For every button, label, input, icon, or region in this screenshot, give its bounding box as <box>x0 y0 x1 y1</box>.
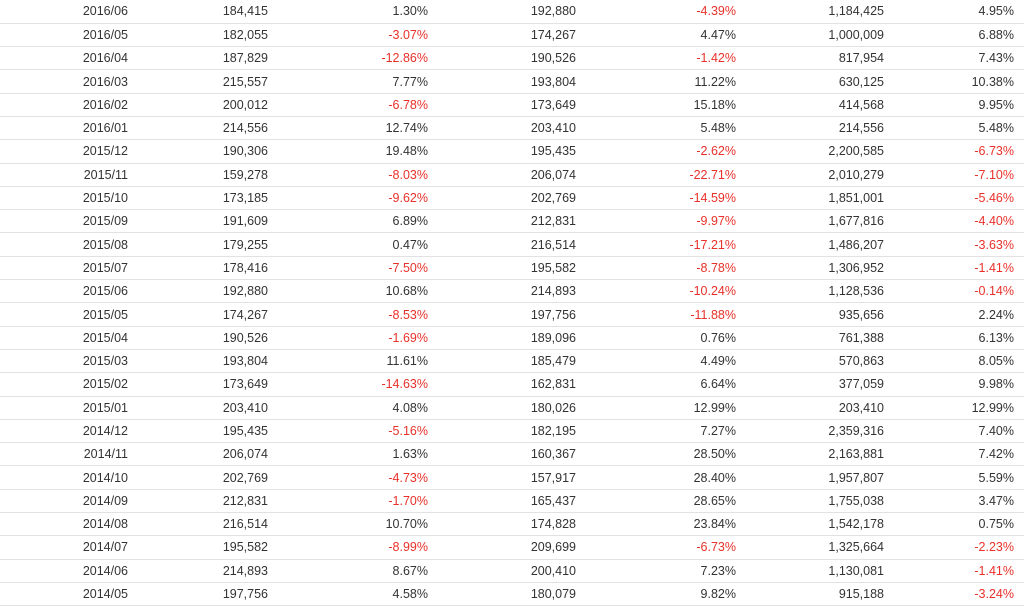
cell-mom-change: -1.70% <box>278 489 438 512</box>
cell-mom-change: -8.99% <box>278 536 438 559</box>
cell-revenue: 173,185 <box>138 186 278 209</box>
cell-last-year-revenue: 203,410 <box>438 116 586 139</box>
cell-period: 2014/10 <box>0 466 138 489</box>
cell-last-year-revenue: 202,769 <box>438 186 586 209</box>
cell-cumulative-yoy-change: -5.46% <box>894 186 1024 209</box>
table-row <box>0 256 1024 279</box>
cell-cumulative-revenue: 1,755,038 <box>746 489 894 512</box>
cell-yoy-change: -6.73% <box>586 536 746 559</box>
cell-cumulative-revenue: 1,486,207 <box>746 233 894 256</box>
cell-last-year-revenue: 157,917 <box>438 466 586 489</box>
cell-mom-change: -12.86% <box>278 47 438 70</box>
cell-revenue: 216,514 <box>138 513 278 536</box>
cell-mom-change: 1.30% <box>278 0 438 23</box>
cell-last-year-revenue: 182,195 <box>438 419 586 442</box>
cell-revenue: 200,012 <box>138 93 278 116</box>
cell-period: 2014/11 <box>0 443 138 466</box>
cell-period: 2015/01 <box>0 396 138 419</box>
cell-yoy-change: -1.42% <box>586 47 746 70</box>
cell-last-year-revenue: 209,699 <box>438 536 586 559</box>
cell-cumulative-yoy-change: 3.47% <box>894 489 1024 512</box>
cell-yoy-change: -14.59% <box>586 186 746 209</box>
table-row <box>0 419 1024 442</box>
cell-mom-change: -14.63% <box>278 373 438 396</box>
cell-last-year-revenue: 197,756 <box>438 303 586 326</box>
cell-period: 2016/06 <box>0 0 138 23</box>
cell-cumulative-yoy-change: 7.43% <box>894 47 1024 70</box>
cell-yoy-change: 11.22% <box>586 70 746 93</box>
table-row <box>0 373 1024 396</box>
cell-mom-change: 11.61% <box>278 349 438 372</box>
cell-cumulative-revenue: 1,000,009 <box>746 23 894 46</box>
cell-mom-change: -8.53% <box>278 303 438 326</box>
table-row <box>0 23 1024 46</box>
cell-period: 2015/06 <box>0 280 138 303</box>
cell-revenue: 192,880 <box>138 280 278 303</box>
cell-revenue: 193,804 <box>138 349 278 372</box>
cell-cumulative-revenue: 1,325,664 <box>746 536 894 559</box>
cell-yoy-change: 9.82% <box>586 582 746 605</box>
cell-period: 2015/08 <box>0 233 138 256</box>
cell-revenue: 214,893 <box>138 559 278 582</box>
table-row <box>0 396 1024 419</box>
cell-revenue: 206,074 <box>138 443 278 466</box>
cell-yoy-change: 0.76% <box>586 326 746 349</box>
cell-cumulative-revenue: 203,410 <box>746 396 894 419</box>
cell-mom-change: 1.63% <box>278 443 438 466</box>
cell-yoy-change: 28.40% <box>586 466 746 489</box>
cell-period: 2015/07 <box>0 256 138 279</box>
cell-last-year-revenue: 165,437 <box>438 489 586 512</box>
cell-mom-change: 7.77% <box>278 70 438 93</box>
cell-yoy-change: -22.71% <box>586 163 746 186</box>
cell-last-year-revenue: 162,831 <box>438 373 586 396</box>
cell-revenue: 197,756 <box>138 582 278 605</box>
cell-period: 2015/02 <box>0 373 138 396</box>
cell-yoy-change: 12.99% <box>586 396 746 419</box>
cell-period: 2016/04 <box>0 47 138 70</box>
cell-yoy-change: -2.62% <box>586 140 746 163</box>
cell-period: 2015/04 <box>0 326 138 349</box>
cell-cumulative-yoy-change: -0.14% <box>894 280 1024 303</box>
cell-cumulative-yoy-change: 9.95% <box>894 93 1024 116</box>
cell-cumulative-yoy-change: -7.10% <box>894 163 1024 186</box>
cell-cumulative-revenue: 414,568 <box>746 93 894 116</box>
table-row <box>0 349 1024 372</box>
cell-mom-change: 4.58% <box>278 582 438 605</box>
cell-cumulative-revenue: 935,656 <box>746 303 894 326</box>
cell-revenue: 212,831 <box>138 489 278 512</box>
cell-cumulative-revenue: 1,677,816 <box>746 210 894 233</box>
table-row <box>0 326 1024 349</box>
cell-revenue: 159,278 <box>138 163 278 186</box>
cell-last-year-revenue: 214,893 <box>438 280 586 303</box>
cell-period: 2015/09 <box>0 210 138 233</box>
cell-cumulative-yoy-change: -2.23% <box>894 536 1024 559</box>
cell-period: 2016/02 <box>0 93 138 116</box>
cell-cumulative-yoy-change: -6.73% <box>894 140 1024 163</box>
cell-last-year-revenue: 174,267 <box>438 23 586 46</box>
cell-cumulative-revenue: 1,957,807 <box>746 466 894 489</box>
cell-period: 2016/01 <box>0 116 138 139</box>
cell-cumulative-revenue: 1,128,536 <box>746 280 894 303</box>
table-row <box>0 0 1024 23</box>
cell-mom-change: 0.47% <box>278 233 438 256</box>
cell-cumulative-yoy-change: 10.38% <box>894 70 1024 93</box>
cell-cumulative-yoy-change: -1.41% <box>894 256 1024 279</box>
table-row <box>0 140 1024 163</box>
cell-revenue: 179,255 <box>138 233 278 256</box>
cell-mom-change: 19.48% <box>278 140 438 163</box>
table-row <box>0 489 1024 512</box>
table-row <box>0 582 1024 605</box>
cell-cumulative-revenue: 214,556 <box>746 116 894 139</box>
cell-revenue: 190,526 <box>138 326 278 349</box>
table-row <box>0 280 1024 303</box>
cell-mom-change: 8.67% <box>278 559 438 582</box>
cell-last-year-revenue: 195,435 <box>438 140 586 163</box>
cell-cumulative-revenue: 570,863 <box>746 349 894 372</box>
cell-last-year-revenue: 180,079 <box>438 582 586 605</box>
cell-last-year-revenue: 206,074 <box>438 163 586 186</box>
cell-revenue: 195,582 <box>138 536 278 559</box>
cell-cumulative-yoy-change: 0.75% <box>894 513 1024 536</box>
cell-cumulative-yoy-change: -3.63% <box>894 233 1024 256</box>
cell-cumulative-yoy-change: 4.95% <box>894 0 1024 23</box>
table-row <box>0 466 1024 489</box>
cell-yoy-change: -8.78% <box>586 256 746 279</box>
cell-cumulative-yoy-change: 5.48% <box>894 116 1024 139</box>
cell-cumulative-revenue: 1,542,178 <box>746 513 894 536</box>
cell-mom-change: -1.69% <box>278 326 438 349</box>
cell-period: 2014/05 <box>0 582 138 605</box>
cell-last-year-revenue: 173,649 <box>438 93 586 116</box>
cell-revenue: 173,649 <box>138 373 278 396</box>
table-row <box>0 303 1024 326</box>
cell-mom-change: 6.89% <box>278 210 438 233</box>
table-row <box>0 47 1024 70</box>
cell-period: 2015/05 <box>0 303 138 326</box>
cell-cumulative-revenue: 2,200,585 <box>746 140 894 163</box>
table-row <box>0 70 1024 93</box>
cell-yoy-change: 23.84% <box>586 513 746 536</box>
cell-mom-change: -6.78% <box>278 93 438 116</box>
table-row <box>0 536 1024 559</box>
cell-cumulative-revenue: 630,125 <box>746 70 894 93</box>
cell-period: 2015/03 <box>0 349 138 372</box>
cell-yoy-change: 4.49% <box>586 349 746 372</box>
cell-cumulative-yoy-change: 6.88% <box>894 23 1024 46</box>
cell-last-year-revenue: 192,880 <box>438 0 586 23</box>
cell-cumulative-revenue: 1,851,001 <box>746 186 894 209</box>
cell-cumulative-yoy-change: 12.99% <box>894 396 1024 419</box>
cell-cumulative-revenue: 2,163,881 <box>746 443 894 466</box>
cell-mom-change: 10.68% <box>278 280 438 303</box>
cell-revenue: 203,410 <box>138 396 278 419</box>
cell-cumulative-yoy-change: -4.40% <box>894 210 1024 233</box>
table-row <box>0 116 1024 139</box>
cell-mom-change: -5.16% <box>278 419 438 442</box>
cell-last-year-revenue: 174,828 <box>438 513 586 536</box>
cell-cumulative-revenue: 817,954 <box>746 47 894 70</box>
cell-cumulative-revenue: 1,130,081 <box>746 559 894 582</box>
table-row <box>0 186 1024 209</box>
cell-mom-change: -9.62% <box>278 186 438 209</box>
cell-yoy-change: -11.88% <box>586 303 746 326</box>
cell-yoy-change: 4.47% <box>586 23 746 46</box>
cell-cumulative-revenue: 1,306,952 <box>746 256 894 279</box>
cell-period: 2016/03 <box>0 70 138 93</box>
cell-cumulative-revenue: 2,010,279 <box>746 163 894 186</box>
cell-revenue: 187,829 <box>138 47 278 70</box>
cell-cumulative-yoy-change: 7.40% <box>894 419 1024 442</box>
cell-revenue: 182,055 <box>138 23 278 46</box>
cell-yoy-change: 6.64% <box>586 373 746 396</box>
cell-last-year-revenue: 189,096 <box>438 326 586 349</box>
cell-mom-change: -8.03% <box>278 163 438 186</box>
cell-revenue: 202,769 <box>138 466 278 489</box>
cell-yoy-change: 5.48% <box>586 116 746 139</box>
table-row <box>0 513 1024 536</box>
cell-period: 2014/09 <box>0 489 138 512</box>
cell-period: 2014/07 <box>0 536 138 559</box>
cell-period: 2015/11 <box>0 163 138 186</box>
cell-cumulative-revenue: 915,188 <box>746 582 894 605</box>
cell-cumulative-revenue: 2,359,316 <box>746 419 894 442</box>
cell-cumulative-yoy-change: 2.24% <box>894 303 1024 326</box>
table-row <box>0 559 1024 582</box>
cell-revenue: 184,415 <box>138 0 278 23</box>
cell-last-year-revenue: 185,479 <box>438 349 586 372</box>
cell-mom-change: 10.70% <box>278 513 438 536</box>
cell-mom-change: 4.08% <box>278 396 438 419</box>
cell-last-year-revenue: 216,514 <box>438 233 586 256</box>
cell-period: 2015/12 <box>0 140 138 163</box>
cell-period: 2014/08 <box>0 513 138 536</box>
cell-last-year-revenue: 200,410 <box>438 559 586 582</box>
cell-yoy-change: -17.21% <box>586 233 746 256</box>
cell-period: 2014/06 <box>0 559 138 582</box>
cell-period: 2015/10 <box>0 186 138 209</box>
cell-period: 2016/05 <box>0 23 138 46</box>
cell-last-year-revenue: 193,804 <box>438 70 586 93</box>
cell-revenue: 191,609 <box>138 210 278 233</box>
table-row <box>0 233 1024 256</box>
cell-cumulative-yoy-change: -3.24% <box>894 582 1024 605</box>
cell-cumulative-revenue: 377,059 <box>746 373 894 396</box>
table-row <box>0 93 1024 116</box>
cell-yoy-change: -4.39% <box>586 0 746 23</box>
cell-cumulative-revenue: 1,184,425 <box>746 0 894 23</box>
cell-yoy-change: 7.23% <box>586 559 746 582</box>
cell-cumulative-yoy-change: -1.41% <box>894 559 1024 582</box>
cell-revenue: 214,556 <box>138 116 278 139</box>
table-row <box>0 163 1024 186</box>
cell-last-year-revenue: 212,831 <box>438 210 586 233</box>
cell-revenue: 190,306 <box>138 140 278 163</box>
cell-cumulative-yoy-change: 8.05% <box>894 349 1024 372</box>
cell-revenue: 215,557 <box>138 70 278 93</box>
cell-last-year-revenue: 180,026 <box>438 396 586 419</box>
cell-last-year-revenue: 190,526 <box>438 47 586 70</box>
cell-mom-change: 12.74% <box>278 116 438 139</box>
cell-mom-change: -3.07% <box>278 23 438 46</box>
cell-mom-change: -7.50% <box>278 256 438 279</box>
cell-period: 2014/12 <box>0 419 138 442</box>
cell-yoy-change: 28.50% <box>586 443 746 466</box>
table-row <box>0 210 1024 233</box>
cell-mom-change: -4.73% <box>278 466 438 489</box>
cell-revenue: 174,267 <box>138 303 278 326</box>
cell-yoy-change: -10.24% <box>586 280 746 303</box>
cell-cumulative-yoy-change: 7.42% <box>894 443 1024 466</box>
cell-revenue: 178,416 <box>138 256 278 279</box>
cell-cumulative-revenue: 761,388 <box>746 326 894 349</box>
cell-cumulative-yoy-change: 6.13% <box>894 326 1024 349</box>
cell-yoy-change: 7.27% <box>586 419 746 442</box>
cell-yoy-change: 28.65% <box>586 489 746 512</box>
cell-last-year-revenue: 160,367 <box>438 443 586 466</box>
cell-cumulative-yoy-change: 9.98% <box>894 373 1024 396</box>
cell-revenue: 195,435 <box>138 419 278 442</box>
cell-last-year-revenue: 195,582 <box>438 256 586 279</box>
cell-yoy-change: 15.18% <box>586 93 746 116</box>
cell-yoy-change: -9.97% <box>586 210 746 233</box>
table-row <box>0 443 1024 466</box>
cell-cumulative-yoy-change: 5.59% <box>894 466 1024 489</box>
